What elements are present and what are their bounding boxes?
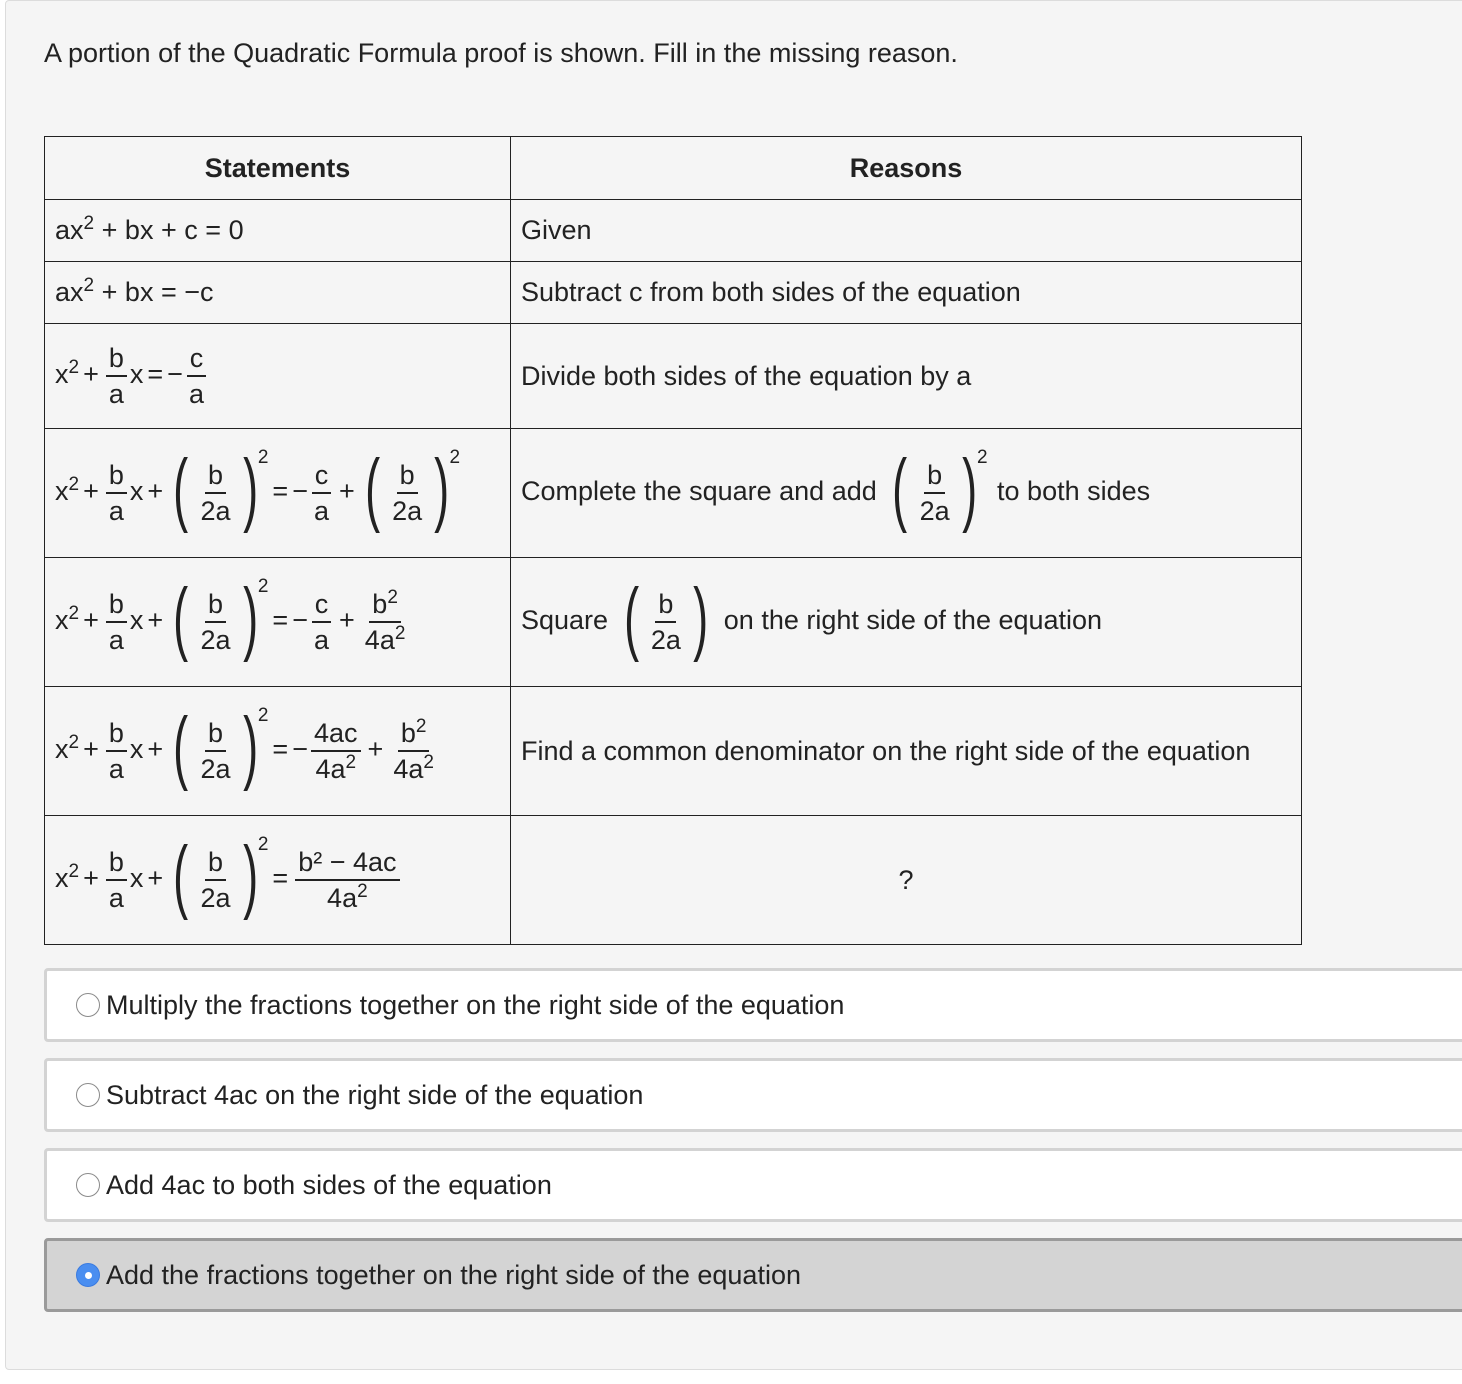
reason-suffix: to both sides	[997, 476, 1151, 507]
reason-math: ( $\frac{b}{2a}$ )	[623, 572, 709, 663]
reason-cell	[511, 558, 1302, 687]
statements-header: Statements	[45, 137, 511, 200]
table-row	[45, 687, 1302, 816]
table-header-row	[45, 137, 1302, 200]
table-row	[45, 324, 1302, 429]
statement-math: $ax^2$ + bx + c = 0	[55, 213, 244, 245]
reason-cell: Given	[511, 200, 1302, 262]
statement-math: $x^2$ + $\frac{b}{a}$ x + ( $\frac{b}{2a}$ ) 2 = − $\frac{c}{a}$ + $\frac{b^2}{4a^2}$	[55, 572, 406, 663]
statement-math: $x^2$ + $\frac{b}{a}$ x + ( $\frac{b}{2a}$ ) 2 = − $\frac{c}{a}$ + ( $\frac{b}{2a}$ ) 2	[55, 443, 461, 534]
table-row	[45, 200, 1302, 262]
reason-suffix: on the right side of the equation	[723, 605, 1103, 636]
reason-cell: Divide both sides of the equation by a	[511, 324, 1302, 429]
reason-prefix: Square	[521, 605, 609, 636]
statement-cell	[45, 816, 511, 945]
option-label: Multiply the fractions together on the right side of the equation	[106, 989, 845, 1020]
answer-options	[44, 968, 1462, 1328]
option-label: Subtract 4ac on the right side of the equation	[106, 1079, 644, 1110]
statement-math: $x^2$ + $\frac{b}{a}$ x + ( $\frac{b}{2a}$ ) 2 = − $\frac{4ac}{4a^2}$ + $\frac{b^2}{4a^2}$	[55, 701, 434, 792]
reasons-header: Reasons	[511, 137, 1302, 200]
answer-option-add-fractions[interactable]	[44, 1238, 1462, 1312]
question-prompt: A portion of the Quadratic Formula proof is shown. Fill in the missing reason.	[44, 38, 958, 68]
statement-cell	[45, 324, 511, 429]
statement-cell	[45, 200, 511, 262]
reason-cell: Find a common denominator on the right side of the equation	[511, 687, 1302, 816]
statement-math: $x^2$ + $\frac{b}{a}$ x = − $\frac{c}{a}$	[55, 359, 210, 389]
reason-cell	[511, 429, 1302, 558]
table-row	[45, 558, 1302, 687]
radio-button[interactable]	[76, 1173, 100, 1197]
reason-cell: Subtract c from both sides of the equation	[511, 262, 1302, 324]
statement-math: $ax^2$ + bx = −c	[55, 275, 214, 307]
reason-math: ( $\frac{b}{2a}$ ) 2	[892, 443, 988, 534]
answer-option-subtract[interactable]	[44, 1058, 1462, 1132]
table-row	[45, 429, 1302, 558]
statement-cell	[45, 429, 511, 558]
statement-math: $x^2$ + $\frac{b}{a}$ x + ( $\frac{b}{2a}$ ) 2 = $\frac{\text{b² − 4ac}}{4a^2}$	[55, 863, 403, 893]
radio-button-selected[interactable]	[76, 1263, 100, 1287]
proof-table	[44, 136, 1302, 945]
option-label: Add the fractions together on the right side of the equation	[106, 1259, 801, 1290]
answer-option-multiply[interactable]	[44, 968, 1462, 1042]
table-row	[45, 816, 1302, 945]
option-label: Add 4ac to both sides of the equation	[106, 1169, 552, 1200]
radio-button[interactable]	[76, 1083, 100, 1107]
statement-cell	[45, 558, 511, 687]
table-row	[45, 262, 1302, 324]
answer-option-add-4ac[interactable]	[44, 1148, 1462, 1222]
statement-cell	[45, 687, 511, 816]
reason-prefix: Complete the square and add	[521, 476, 877, 507]
statement-cell	[45, 262, 511, 324]
missing-reason-cell: ?	[511, 816, 1302, 945]
radio-button[interactable]	[76, 993, 100, 1017]
